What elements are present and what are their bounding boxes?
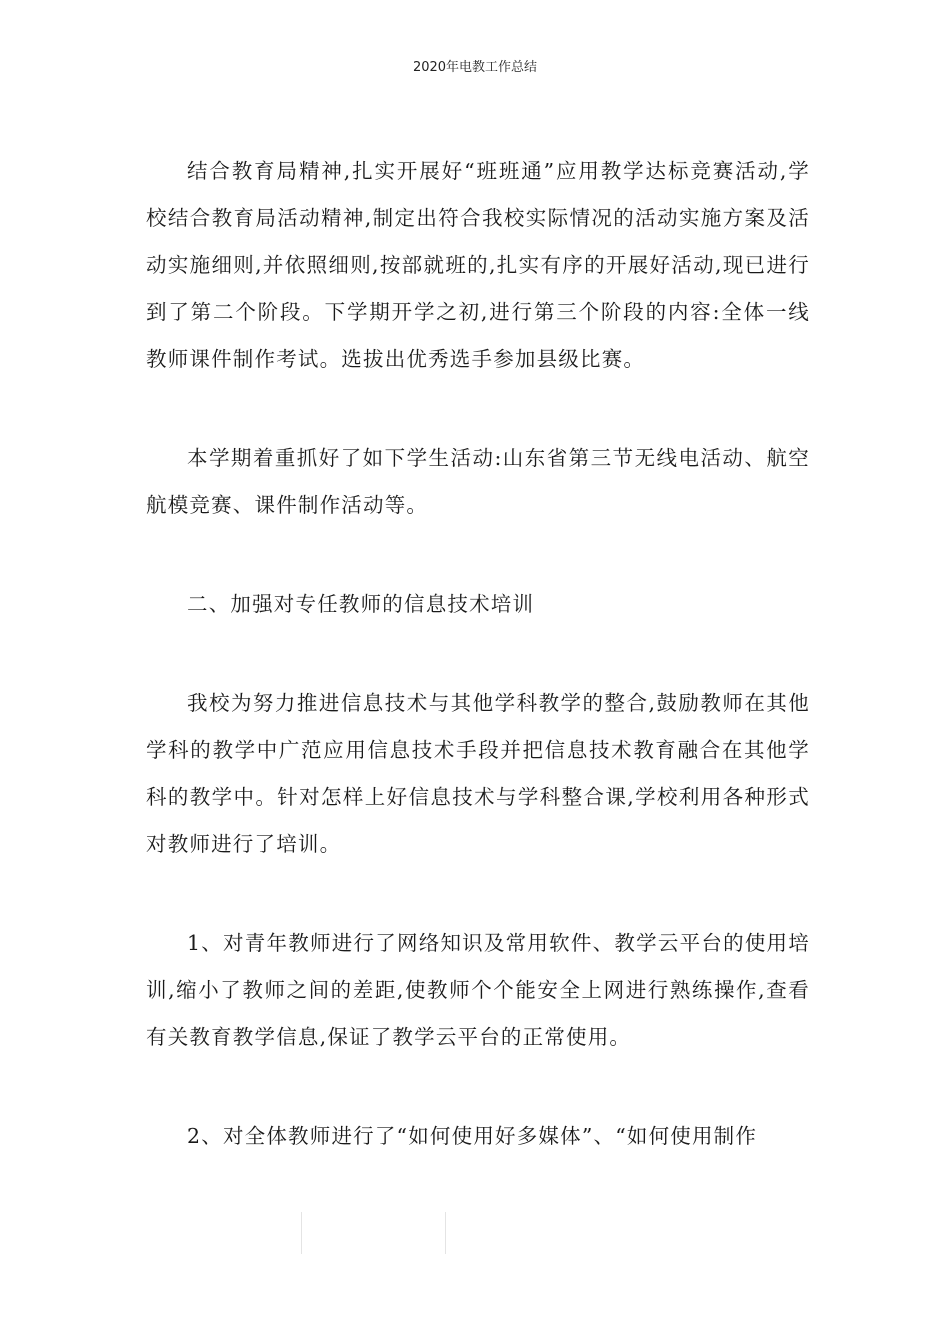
paragraph-multimedia-training: 2、对全体教师进行了“如何使用好多媒体”、“如何使用制作 xyxy=(187,1124,758,1148)
footer-divider-right xyxy=(445,1212,446,1254)
page-header-title: 2020年电教工作总结 xyxy=(412,60,538,75)
paragraph-young-teacher-training: 1、对青年教师进行了网络知识及常用软件、教学云平台的使用培训,缩小了教师之间的差距,使教师个个能安全上网进行熟练操作,查看有关教育教学信息,保证了教学云平台的正常使用。 xyxy=(146,931,810,1049)
paragraph-integration-training: 我校为努力推进信息技术与其他学科教学的整合,鼓励教师在其他学科的教学中广范应用信息技术手段并把信息技术教育融合在其他学科的教学中。针对怎样上好信息技术与学科整合课,学校利用各种形式对教师进行了培训。 xyxy=(146,691,810,856)
paragraph-student-activities: 本学期着重抓好了如下学生活动:山东省第三节无线电活动、航空航模竞赛、课件制作活动等。 xyxy=(146,446,810,517)
footer-divider-left xyxy=(301,1212,302,1254)
section-heading-teacher-training: 二、加强对专任教师的信息技术培训 xyxy=(187,592,535,616)
document-body xyxy=(146,148,810,1212)
paragraph-activity-competition: 结合教育局精神,扎实开展好“班班通”应用教学达标竞赛活动,学校结合教育局活动精神,制定出符合我校实际情况的活动实施方案及活动实施细则,并依照细则,按部就班的,扎实有序的开展好活动,现已进行到了第二个阶段。下学期开学之初,进行第三个阶段的内容:全体一线教师课件制作考试。选拔出优秀选手参加县级比赛。 xyxy=(146,159,810,371)
